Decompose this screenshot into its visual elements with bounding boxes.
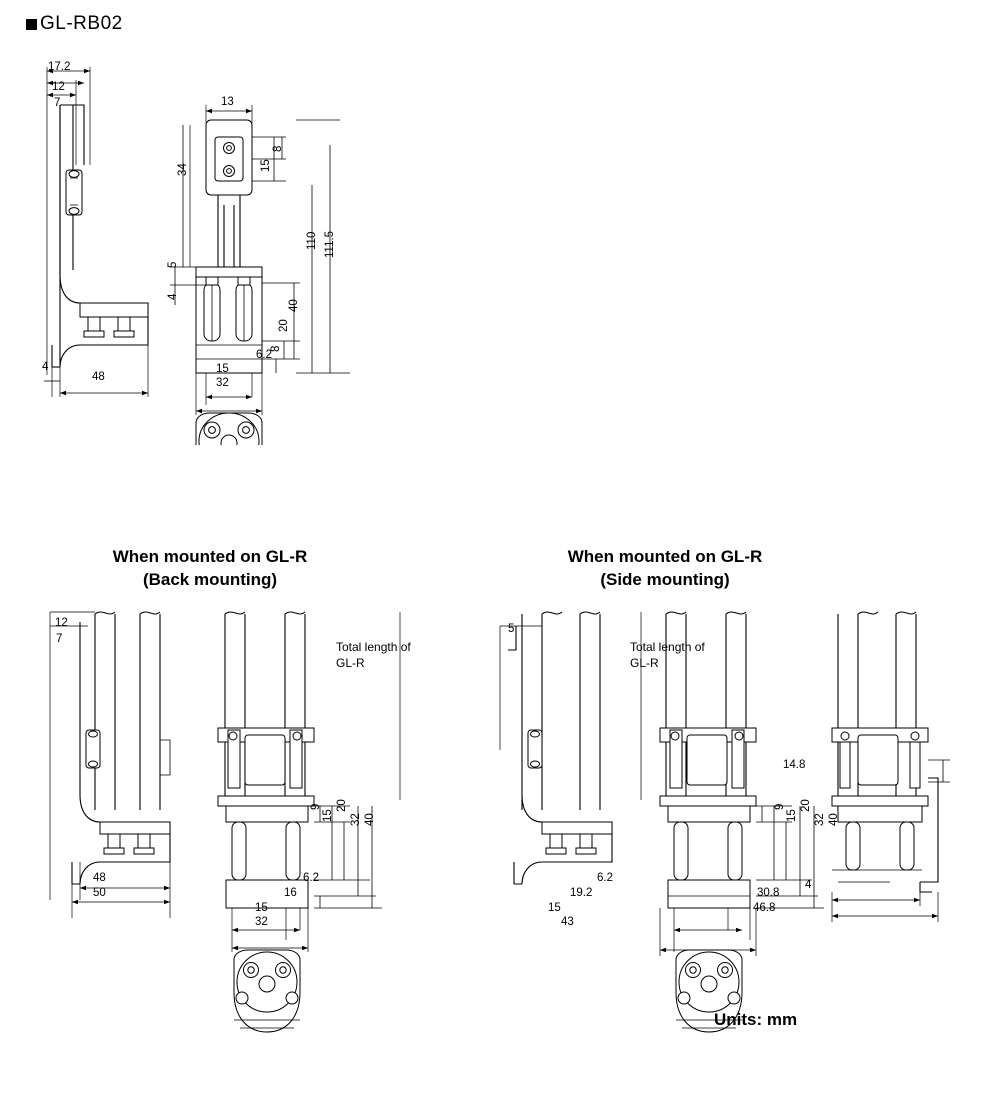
dim-34: 34 [177, 163, 189, 176]
sm-dim-32: 32 [814, 813, 826, 826]
dim-5: 5 [167, 261, 179, 268]
bm-dim-16: 16 [284, 887, 297, 899]
bm-dim-40: 40 [364, 813, 376, 826]
dim-40: 40 [288, 299, 300, 312]
dim-20: 20 [278, 319, 290, 332]
bm-dim-6-2: 6.2 [303, 872, 319, 884]
bm-dim-15b: 15 [255, 902, 268, 914]
sm-dim-9: 9 [774, 803, 786, 810]
bm-dim-48: 48 [93, 872, 106, 884]
dim-48: 48 [92, 371, 105, 383]
back-mounting-caption [85, 546, 335, 592]
dim-7: 7 [54, 97, 61, 109]
dim-32: 32 [216, 377, 229, 389]
dim-17-2: 17.2 [48, 61, 71, 73]
units-note: Units: mm [714, 1010, 798, 1029]
sm-dim-19-2: 19.2 [570, 887, 593, 899]
dim-8: 8 [272, 145, 284, 152]
bm-total-length-line2: GL-R [336, 655, 365, 670]
sm-dim-15: 15 [786, 809, 798, 822]
sm-dim-4: 4 [805, 879, 812, 891]
dim-13: 13 [221, 96, 234, 108]
sm-dim-40: 40 [828, 813, 840, 826]
dim-4-left: 4 [42, 361, 49, 373]
dim-8b: 8 [270, 345, 282, 352]
sm-total-length-label [630, 640, 740, 671]
sm-dim-46-8: 46.8 [753, 902, 776, 914]
dim-12: 12 [52, 81, 65, 93]
dim-15b: 15 [216, 363, 229, 375]
sm-dim-15b: 15 [548, 902, 561, 914]
sm-dim-20: 20 [800, 799, 812, 812]
bm-total-length-label [336, 640, 446, 671]
sm-dim-14-8: 14.8 [783, 759, 806, 771]
back-mounting-caption-line2: (Back mounting) [142, 569, 278, 589]
bm-dim-32b: 32 [255, 916, 268, 928]
bm-dim-12: 12 [55, 617, 68, 629]
sm-total-length-line1: Total length of [630, 640, 705, 654]
bm-dim-20: 20 [336, 799, 348, 812]
bm-dim-9: 9 [310, 803, 322, 810]
dim-111-5: 111.5 [324, 230, 336, 258]
side-mounting-caption-line1: When mounted on GL-R [567, 547, 763, 566]
sm-dim-30-8: 30.8 [757, 887, 780, 899]
sm-dim-6-2: 6.2 [597, 872, 613, 884]
bm-total-length-line1: Total length of [336, 640, 411, 654]
sm-total-length-line2: GL-R [630, 655, 659, 670]
bm-dim-50: 50 [93, 887, 106, 899]
dim-15: 15 [260, 159, 272, 172]
bm-dim-32: 32 [350, 813, 362, 826]
sm-dim-5: 5 [508, 623, 515, 635]
dim-110: 110 [306, 231, 318, 250]
side-mounting-caption [540, 546, 790, 592]
bm-dim-15: 15 [322, 809, 334, 822]
dim-6-2: 6.2 [256, 349, 272, 361]
side-mounting-caption-line2: (Side mounting) [600, 569, 730, 589]
back-mounting-caption-line1: When mounted on GL-R [112, 547, 308, 566]
top-drawing-svg [0, 45, 420, 445]
page-title [26, 13, 123, 35]
sm-dim-43: 43 [561, 916, 574, 928]
page-title-text: GL-RB02 [40, 13, 123, 34]
top-drawing-group [0, 45, 420, 445]
bullet-square-icon [26, 19, 37, 30]
dim-4-front: 4 [167, 293, 179, 300]
bm-dim-7: 7 [56, 633, 63, 645]
